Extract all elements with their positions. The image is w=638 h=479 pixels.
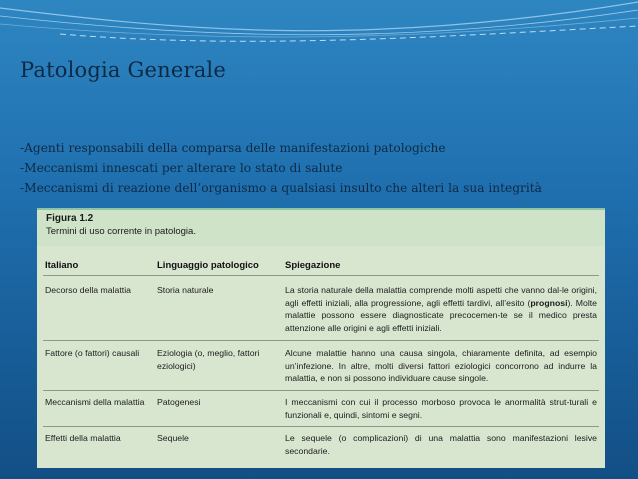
slide-title: Patologia Generale (20, 58, 226, 82)
column-header-italiano: Italiano (45, 260, 79, 271)
table-cell-spiegazione (285, 284, 597, 334)
bullet-item: -Meccanismi di reazione dell’organismo a qualsiasi insulto che alteri la sua integrità (20, 181, 542, 195)
table-divider (43, 426, 599, 427)
table-cell-italiano: Meccanismi della malattia (45, 397, 145, 407)
table-cell-italiano: Fattore (o fattori) causali (45, 348, 140, 358)
table-cell-italiano: Decorso della malattia (45, 285, 131, 295)
bullet-list (20, 138, 635, 198)
figure-caption: Termini di uso corrente in patologia. (46, 226, 196, 237)
spiegazione-text: ). Molte malattie possono essere diagnosticate precocemen-te se il medico presta attenzione alle origini e agli effetti iniziali. (285, 297, 598, 333)
spiegazione-text: La storia naturale della malattia comprende molti aspetti che vanno dal-le origini, agli effetti iniziali, alla progressione, agli effetti tardivi, all’esito ( (285, 285, 597, 308)
table-cell-linguaggio: Patogenesi (157, 397, 201, 407)
bullet-item: -Meccanismi innescati per alterare lo stato di salute (20, 161, 343, 175)
column-header-spiegazione: Spiegazione (285, 260, 341, 271)
table-cell-linguaggio: Eziologia (o, meglio, fattori eziologici) (157, 348, 260, 371)
figure-table (37, 208, 605, 468)
decorative-swoosh (0, 0, 638, 60)
table-cell-italiano: Effetti della malattia (45, 433, 121, 443)
table-divider (43, 340, 599, 341)
figure-header (37, 210, 605, 246)
table-cell-linguaggio: Sequele (157, 433, 189, 443)
table-cell-spiegazione: Alcune malattie hanno una causa singola, chiaramente definita, ad esempio un’infezione. In altre, molti diversi fattori eziologici concorrono ad indurre la malattia, e non si possono individuare cause singole. (285, 348, 597, 383)
table-divider (43, 390, 599, 391)
bullet-item: -Agenti responsabili della comparsa delle manifestazioni patologiche (20, 141, 446, 155)
table-cell-spiegazione: I meccanismi con cui il processo morboso provoca le anormalità strut-turali e funzionali e, quindi, sintomi e segni. (285, 397, 597, 420)
figure-label: Figura 1.2 (46, 213, 94, 224)
table-divider (43, 275, 599, 276)
table-cell-linguaggio: Storia naturale (157, 285, 214, 295)
column-header-linguaggio: Linguaggio patologico (157, 260, 259, 271)
spiegazione-bold-term: prognosi (530, 297, 568, 308)
table-cell-spiegazione: Le sequele (o complicazioni) di una malattia sono manifestazioni lesive secondarie. (285, 433, 597, 456)
